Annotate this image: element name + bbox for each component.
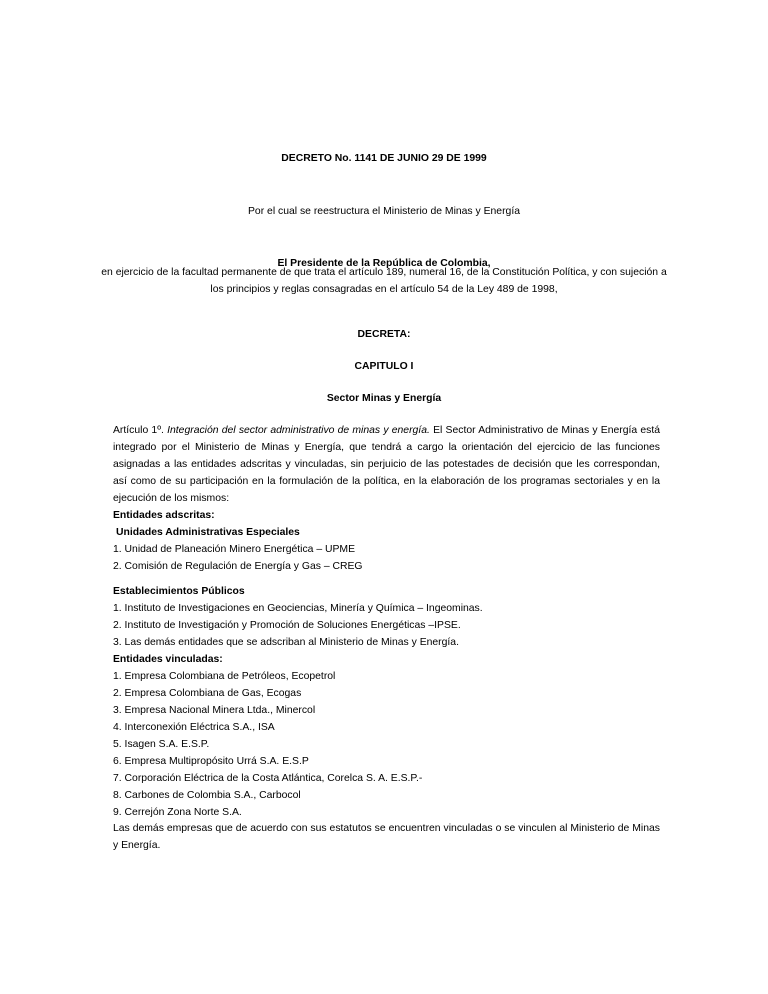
list-item: 2. Empresa Colombiana de Gas, Ecogas xyxy=(113,688,302,699)
article-1-prefix: Artículo 1º. xyxy=(113,425,164,436)
chapter-heading: CAPITULO I xyxy=(354,361,414,372)
decree-title: DECRETO No. 1141 DE JUNIO 29 DE 1999 xyxy=(281,153,487,164)
list-item: 3. Las demás entidades que se adscriban al Ministerio de Minas y Energía. xyxy=(113,637,459,648)
establecimientos-section xyxy=(113,583,660,651)
preamble-line-1: en ejercicio de la facultad permanente de que trata el artículo 189, numeral 16, de la Constitución Política, y con sujeción a xyxy=(101,267,667,278)
list-item: 6. Empresa Multipropósito Urrá S.A. E.S.P xyxy=(113,756,309,767)
decreta-heading: DECRETA: xyxy=(357,329,411,340)
vinculadas-heading: Entidades vinculadas: xyxy=(113,654,223,665)
preamble xyxy=(60,264,708,298)
list-item: 1. Unidad de Planeación Minero Energética – UPME xyxy=(113,544,356,555)
president-heading: El Presidente de la República de Colombia, xyxy=(277,258,491,269)
article-1-heading: Integración del sector administrativo de minas y energía. xyxy=(167,425,430,436)
list-item: 2. Instituto de Investigación y Promoción de Soluciones Energéticas –IPSE. xyxy=(113,620,461,631)
adscritas-section xyxy=(113,507,660,575)
list-item: 1. Empresa Colombiana de Petróleos, Ecopetrol xyxy=(113,671,336,682)
establecimientos-heading: Establecimientos Públicos xyxy=(113,586,245,597)
adscritas-subheading: Unidades Administrativas Especiales xyxy=(116,527,300,538)
list-item: 5. Isagen S.A. E.S.P. xyxy=(113,739,210,750)
decree-subtitle: Por el cual se reestructura el Ministerio de Minas y Energía xyxy=(247,206,520,217)
list-item: 7. Corporación Eléctrica de la Costa Atlántica, Corelca S. A. E.S.P.- xyxy=(113,773,423,784)
list-item: 9. Cerrejón Zona Norte S.A. xyxy=(113,807,242,818)
vinculadas-section xyxy=(113,651,660,821)
list-item: 2. Comisión de Regulación de Energía y Gas – CREG xyxy=(113,561,363,572)
list-item: 1. Instituto de Investigaciones en Geociencias, Minería y Química – Ingeominas. xyxy=(113,603,483,614)
list-item: 8. Carbones de Colombia S.A., Carbocol xyxy=(113,790,301,801)
preamble-line-2: los principios y reglas consagradas en el artículo 54 de la Ley 489 de 1998, xyxy=(210,284,558,295)
article-1-text: El Sector Administrativo de Minas y Energía está integrado por el Ministerio de Minas y Energía, que tendrá a cargo la orientación del ejercicio de las funciones asignadas a las entidades adscritas y vinculadas, sin perjuicio de las potestades de decisión que les correspondan, así como de su participación en la formulación de la política, en la elaboración de los programas sectoriales y en la ejecución de los mismos: xyxy=(113,425,661,504)
vinculadas-closing: Las demás empresas que de acuerdo con sus estatutos se encuentren vinculadas o se vinculen al Ministerio de Minas y Energía. xyxy=(113,823,660,851)
list-item: 4. Interconexión Eléctrica S.A., ISA xyxy=(113,722,275,733)
chapter-title: Sector Minas y Energía xyxy=(326,393,442,404)
article-1-paragraph xyxy=(113,422,660,507)
adscritas-heading: Entidades adscritas: xyxy=(113,510,215,521)
list-item: 3. Empresa Nacional Minera Ltda., Minercol xyxy=(113,705,316,716)
